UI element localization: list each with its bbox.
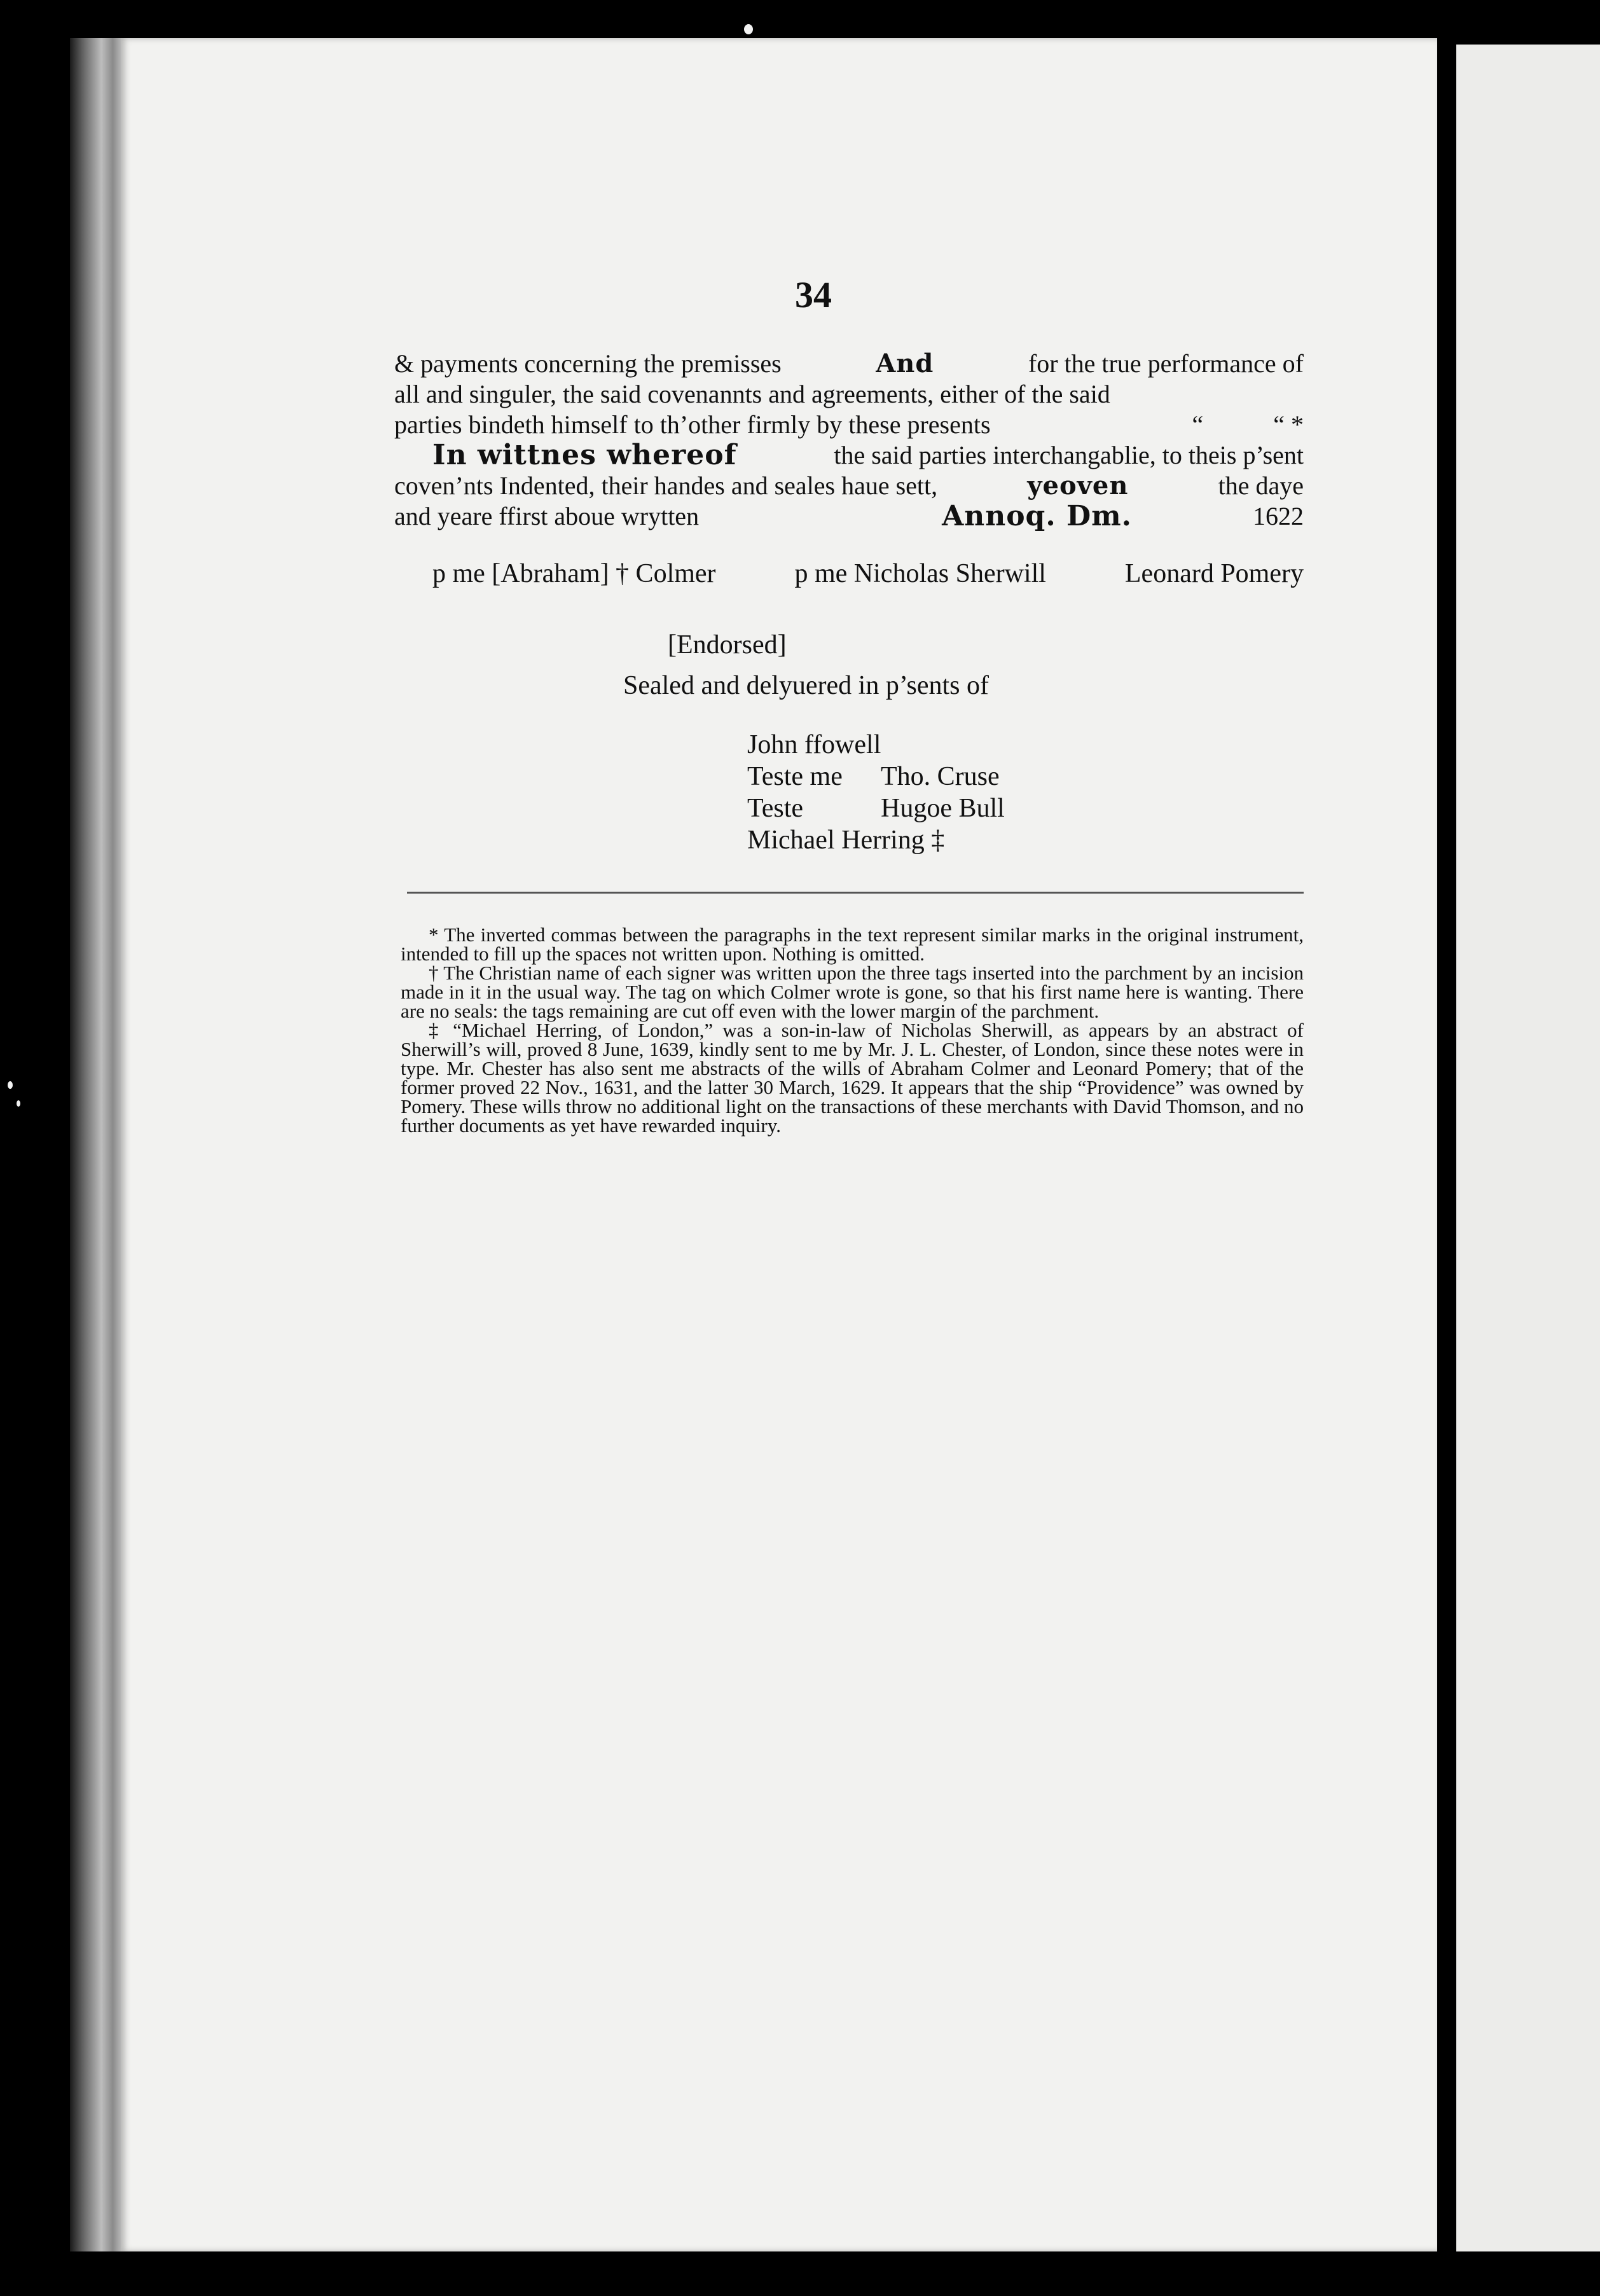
footnote-asterisk: * The inverted commas between the paragraphs in the text represent similar marks in the original instrument, intended to fill up the spaces not written upon. Nothing is omitted. [401,923,1304,965]
blackletter-date: Annoq. Dm. [942,500,1132,532]
text-segment: for the true performance of [1028,349,1304,378]
footnote-dagger: † The Christian name of each signer was written upon the three tags inserted into the parchment by an incision made in it in the usual way. The tag on which Colmer wrote is gone, so that his first name here is wanting. There are no seals: the tags remaining are cut off even with the lower margin of the parchment. [401,962,1304,1022]
text-segment: parties bindeth himself to th’other firmly by these presents [394,410,991,439]
witness-prefix: Teste [747,794,804,823]
text-line [394,501,1304,532]
signature-line [432,558,1304,589]
signature-sherwill: p me Nicholas Sherwill [794,559,1046,588]
footnote-double-dagger: ‡ “Michael Herring, of London,” was a son-in-law of Nicholas Sherwill, as appears by an abstract of Sherwill’s will, proved 8 June, 1639, kindly sent to me by Mr. J. L. Chester, of London, since these notes were in type. Mr. Chester has also sent me abstracts of the wills of Abraham Colmer and Leonard Pomery; that of the former proved 22 Nov., 1631, and the latter 30 March, 1629. It appears that the ship “Providence” was owned by Pomery. These wills throw no additional light on the transactions of these merchants with David Thomson, and no further documents as yet have rewarded inquiry. [401,1019,1304,1137]
text-segment: and yeare ffirst aboue wrytten [394,502,700,530]
witness-entry [747,792,1005,824]
text-segment: & payments concerning the premisses [394,349,782,378]
witness-name: Tho. Cruse [881,762,1000,791]
blackletter-word: And [876,349,934,378]
blackletter-phrase: In wittnes whereof [432,439,737,471]
sealed-line: Sealed and delyuered in p’sents of [623,671,989,700]
witness-entry [747,729,1005,761]
ditto-mark: “ [1192,410,1204,439]
signature-pomery: Leonard Pomery [1124,559,1304,588]
scan-speck [17,1100,20,1107]
blackletter-word: yeoven [1027,471,1129,501]
text-segment: all and singuler, the said covenannts and agreements, either of the said [394,380,1110,408]
witness-name: John ffowell [747,730,881,759]
witness-name: Michael Herring ‡ [747,826,945,855]
text-line [394,440,1304,471]
signature-colmer: p me [Abraham] † Colmer [432,559,716,588]
witness-entry [747,824,1005,856]
scan-speck [8,1081,13,1089]
witness-name: Hugoe Bull [881,794,1005,823]
footnotes [401,925,1304,1135]
text-segment: the said parties interchangablie, to theis p’sent [834,441,1304,469]
book-gutter [70,38,127,2251]
ditto-mark: “ * [1273,410,1304,439]
text-line [394,410,1304,440]
witness-list [747,729,1005,856]
text-line [394,471,1304,501]
text-segment: coven’nts Indented, their handes and seales haue sett, [394,471,938,500]
text-segment: the daye [1218,471,1304,500]
page-number: 34 [795,274,832,315]
text-line [394,379,1304,410]
endorsed-heading: [Endorsed] [668,630,787,660]
text-line [394,349,1304,379]
deed-text [394,349,1304,532]
witness-prefix: Teste me [747,762,843,791]
year: 1622 [1253,502,1304,530]
scan-speck [744,24,753,34]
adjacent-page-edge [1456,45,1600,2251]
witness-entry [747,761,1005,792]
footnote-divider [407,892,1304,894]
